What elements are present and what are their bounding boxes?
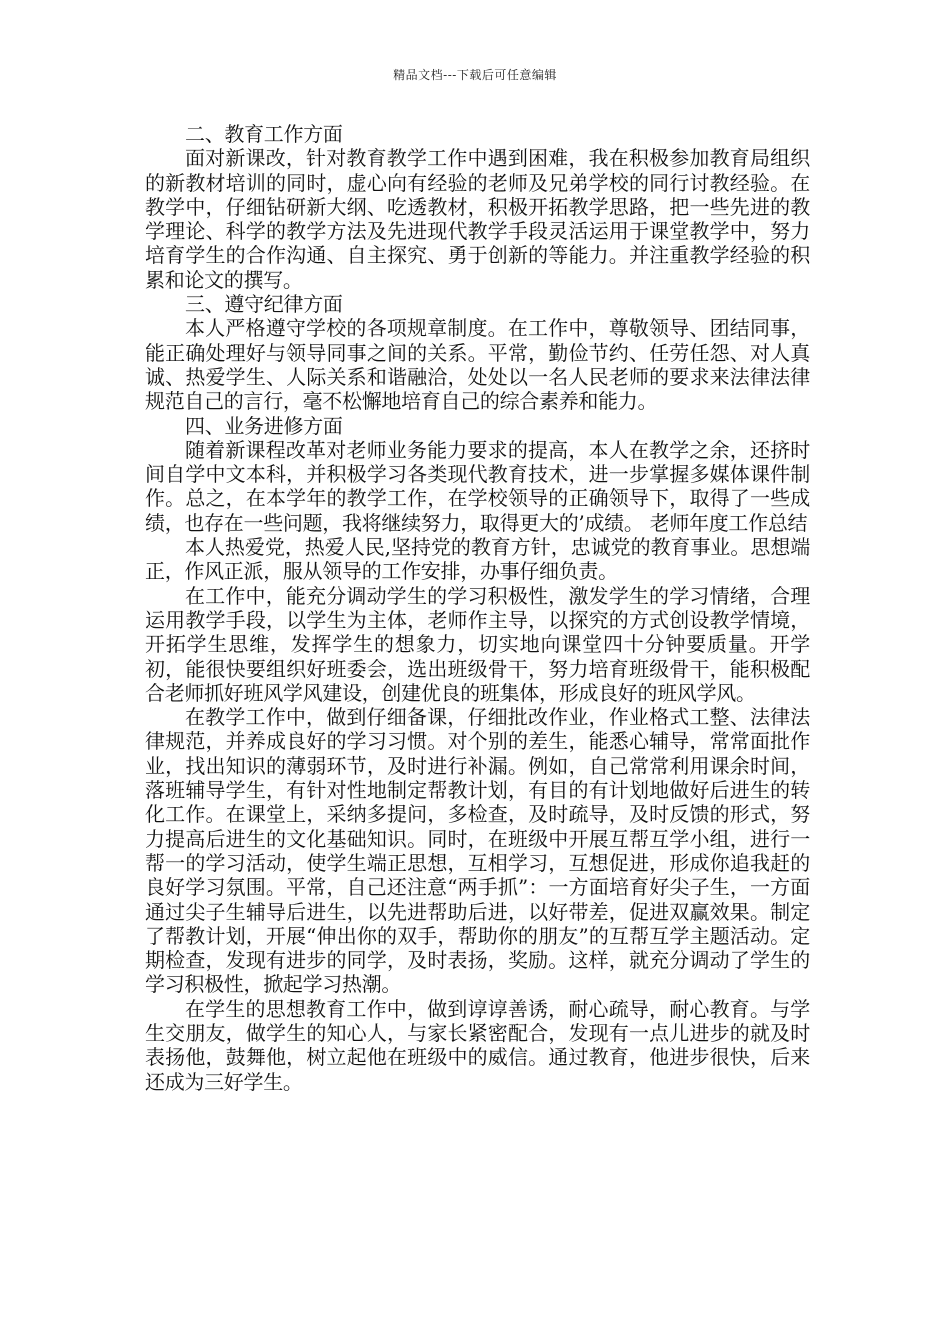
paragraph: 随着新课程改革对老师业务能力要求的提高，本人在教学之余，还挤时间自学中文本科，并积极学习各类现代教育技术，进一步掌握多媒体课件制作。总之，在本学年的教学工作，在学校领导的正确领导下，取得了一些成绩，也存在一些问题，我将继续努力，取得更大的’成绩。 老师年度工作总结 <box>145 437 810 535</box>
paragraph: 面对新课改，针对教育教学工作中遇到困难，我在积极参加教育局组织的新教材培训的同时，虚心向有经验的老师及兄弟学校的同行讨教经验。在教学中，仔细钻研新大纲、吃透教材，积极开拓教学思路，把一些先进的教学理论、科学的教学方法及先进现代教学手段灵活运用于课堂教学中，努力培育学生的合作沟通、自主探究、勇于创新的等能力。并注重教学经验的积累和论文的撰写。 <box>145 146 810 292</box>
paragraph: 在教学工作中，做到仔细备课，仔细批改作业，作业格式工整、法律法律规范，并养成良好的学习习惯。对个别的差生，能悉心辅导，常常面批作业，找出知识的薄弱环节，及时进行补漏。例如，自己常常利用课余时间，落班辅导学生，有针对性地制定帮教计划，有目的有计划地做好后进生的转化工作。在课堂上，采纳多提问，多检查，及时疏导，及时反馈的形式，努力提高后进生的文化基础知识。同时，在班级中开展互帮互学小组，进行一帮一的学习活动，使学生端正思想，互相学习，互想促进，形成你追我赶的良好学习氛围。平常，自己还注意“两手抓”：一方面培育好尖子生，一方面通过尖子生辅导后进生，以先进帮助后进，以好带差，促进双赢效果。制定了帮教计划，开展“伸出你的双手，帮助你的朋友”的互帮互学主题活动。定期检查，发现有进步的同学，及时表扬，奖励。这样，就充分调动了学生的学习积极性，掀起学习热潮。 <box>145 705 810 997</box>
paragraph: 在工作中，能充分调动学生的学习积极性，激发学生的学习情绪，合理运用教学手段，以学生为主体，老师作主导，以探究的方式创设教学情境，开拓学生思维，发挥学生的想象力，切实地向课堂四十分钟要质量。开学初，能很快要组织好班委会，选出班级骨干，努力培育班级骨干，能积极配合老师抓好班风学风建设，创建优良的班集体，形成良好的班风学风。 <box>145 583 810 705</box>
section-heading-training: 四、业务进修方面 <box>185 413 343 438</box>
paragraph: 本人热爱党，热爱人民,坚持党的教育方针，忠诚党的教育事业。思想端正，作风正派，服从领导的工作安排，办事仔细负责。 <box>145 535 810 584</box>
section-heading-education: 二、教育工作方面 <box>185 122 343 146</box>
document-body <box>145 122 810 1094</box>
paragraph: 本人严格遵守学校的各项规章制度。在工作中，尊敬领导、团结同事，能正确处理好与领导同事之间的关系。平常，勤俭节约、任劳任怨、对人真诚、热爱学生、人际关系和谐融洽，处处以一名人民老师的要求来法律法律规范自己的言行，毫不松懈地培育自己的综合素养和能力。 <box>145 316 810 414</box>
page-header: 精品文档---下载后可任意编辑 <box>393 68 557 82</box>
section-heading-discipline: 三、遵守纪律方面 <box>185 292 343 317</box>
paragraph: 在学生的思想教育工作中，做到谆谆善诱，耐心疏导，耐心教育。与学生交朋友，做学生的知心人，与家长紧密配合，发现有一点儿进步的就及时表扬他，鼓舞他，树立起他在班级中的威信。通过教育，他进步很快，后来还成为三好学生。 <box>145 996 810 1094</box>
